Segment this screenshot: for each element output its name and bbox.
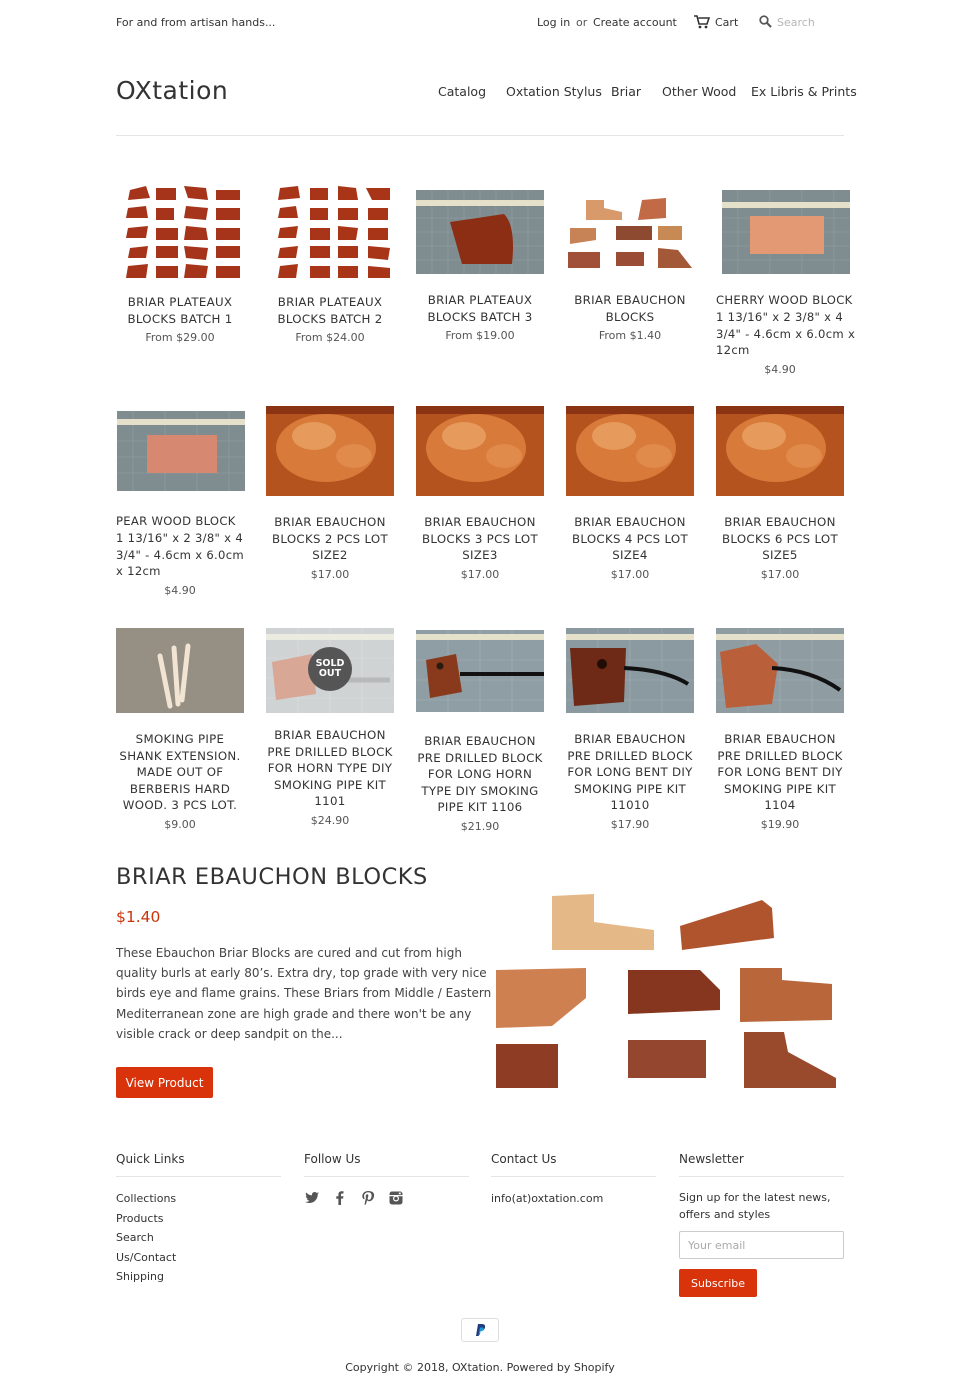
product-image[interactable] [416,406,544,496]
product-price: $21.90 [460,819,500,833]
product-name[interactable]: BRIAR EBAUCHON PRE DRILLED BLOCK FOR LONG BENT DIY SMOKING PIPE KIT 11010 [567,732,693,812]
footer-link-shipping[interactable]: Shipping [116,1270,164,1283]
product-price: $4.90 [164,584,196,598]
product-price: From $1.40 [598,329,662,342]
footer-heading: Quick Links [116,1152,281,1177]
product-price: $24.90 [310,813,350,827]
product-name[interactable]: BRIAR EBAUCHON BLOCKS 2 PCS LOT SIZE2 [271,515,389,562]
contact-email: info(at)oxtation.com [491,1192,604,1205]
cart-link[interactable]: Cart [715,16,739,29]
product-image[interactable] [266,184,394,280]
nav-briar[interactable]: Briar [611,84,641,99]
product-card[interactable] [716,406,844,581]
tagline: For and from artisan hands... [116,16,276,29]
pinterest-icon[interactable] [360,1190,376,1206]
product-card[interactable] [566,196,694,342]
header-divider [116,135,844,136]
product-price: From $29.00 [145,331,215,344]
product-image[interactable] [116,628,244,713]
product-name[interactable]: CHERRY WOOD BLOCK 1 13/16" x 2 3/8" x 4 3/4" - 4.6cm x 6.0cm x 12cm [716,293,856,358]
nav-catalog[interactable]: Catalog [438,84,487,99]
site-logo[interactable]: OXtation [116,76,229,105]
product-name[interactable]: BRIAR PLATEAUX BLOCKS BATCH 2 [277,295,383,326]
featured-description: These Ebauchon Briar Blocks are cured and cut from high quality burls at early 80’s. Extra dry, top grade with very nice birds eye and flame grains. These Briars from Middle / Eastern Mediterranean zone are high grade and there won't be any visible crack or deep sandpit on the... [116,946,492,1041]
product-card[interactable] [116,184,244,344]
product-price: $4.90 [764,363,796,377]
footer-heading: Follow Us [304,1152,469,1177]
product-name[interactable]: BRIAR EBAUCHON PRE DRILLED BLOCK FOR LONG BENT DIY SMOKING PIPE KIT 1104 [717,732,843,812]
product-image[interactable] [116,184,244,280]
product-image[interactable] [722,190,850,274]
search-icon[interactable] [759,15,772,28]
product-name[interactable]: BRIAR EBAUCHON BLOCKS 3 PCS LOT SIZE3 [421,515,539,562]
product-image[interactable] [566,628,694,713]
product-name[interactable]: SMOKING PIPE SHANK EXTENSION. MADE OUT OF BERBERIS HARD WOOD. 3 PCS LOT. [119,732,241,812]
copyright: Copyright © 2018, OXtation. Powered by Shopify [345,1361,615,1374]
search-input[interactable] [777,13,847,31]
product-price: $17.00 [610,567,650,581]
nav-oxtation-stylus[interactable]: Oxtation Stylus [506,84,602,99]
product-price: From $19.00 [445,329,515,342]
footer-link-collections[interactable]: Collections [116,1192,177,1205]
product-name[interactable]: BRIAR PLATEAUX BLOCKS BATCH 3 [427,293,533,324]
nav-ex-libris-prints[interactable]: Ex Libris & Prints [751,84,857,99]
top-bar [116,16,844,32]
footer-follow-us [304,1152,469,1206]
product-image[interactable] [117,411,245,491]
view-product-button[interactable]: View Product [116,1067,213,1098]
paypal-icon [461,1318,499,1342]
twitter-icon[interactable] [304,1190,320,1206]
product-card[interactable] [566,406,694,581]
login-link[interactable]: Log in [537,16,571,29]
product-image[interactable] [416,630,544,712]
footer-newsletter [679,1152,844,1297]
product-name[interactable]: BRIAR EBAUCHON BLOCKS 6 PCS LOT SIZE5 [721,515,839,562]
product-price: $17.90 [610,817,650,831]
footer-heading: Contact Us [491,1152,656,1177]
featured-image[interactable] [492,856,844,1104]
or-text: or [576,16,588,29]
product-image[interactable] [566,196,694,272]
product-card[interactable] [716,628,844,831]
subscribe-button[interactable]: Subscribe [679,1269,757,1297]
newsletter-email-input[interactable] [679,1231,844,1259]
product-card[interactable] [566,628,694,831]
footer-quick-links [116,1152,281,1287]
product-name[interactable]: BRIAR EBAUCHON PRE DRILLED BLOCK FOR HORN TYPE DIY SMOKING PIPE KIT 1101 [267,728,393,808]
product-name[interactable]: BRIAR EBAUCHON BLOCKS 4 PCS LOT SIZE4 [571,515,689,562]
product-name[interactable]: PEAR WOOD BLOCK 1 13/16" x 2 3/8" x 4 3/4" - 4.6cm x 6.0cm x 12cm [116,514,244,579]
footer-link-products[interactable]: Products [116,1211,164,1225]
product-name[interactable]: BRIAR PLATEAUX BLOCKS BATCH 1 [127,295,233,326]
product-card[interactable] [266,628,394,827]
newsletter-text: Sign up for the latest news, offers and styles [679,1191,831,1221]
instagram-icon[interactable] [388,1190,404,1206]
product-price: $9.00 [164,817,196,831]
product-card[interactable] [416,406,544,581]
create-account-link[interactable]: Create account [593,16,677,29]
product-image[interactable] [716,628,844,713]
featured-price: $1.40 [116,908,161,926]
featured-title[interactable]: BRIAR EBAUCHON BLOCKS [116,864,428,890]
product-price: $19.90 [760,817,800,831]
product-image[interactable] [266,628,394,713]
product-price: $17.00 [460,567,500,581]
product-price: $17.00 [310,567,350,581]
cart-icon[interactable] [694,15,710,29]
product-image[interactable] [266,406,394,496]
product-card[interactable] [116,411,246,597]
product-card[interactable] [416,190,544,342]
nav-other-wood[interactable]: Other Wood [662,84,737,99]
sold-out-badge: SOLD OUT [308,647,352,691]
product-card[interactable] [116,628,244,831]
footer-heading: Newsletter [679,1152,844,1177]
product-card[interactable] [716,190,856,376]
facebook-icon[interactable] [332,1190,348,1206]
product-price: $17.00 [760,567,800,581]
product-card[interactable] [266,184,394,344]
product-image[interactable] [566,406,694,496]
product-card[interactable] [416,630,544,833]
product-image[interactable] [416,190,544,274]
footer-contact-us [491,1152,656,1209]
footer-link-contact[interactable]: Us/Contact [116,1250,177,1264]
product-card[interactable] [266,406,394,581]
product-name[interactable]: BRIAR EBAUCHON BLOCKS [574,293,686,324]
product-name[interactable]: BRIAR EBAUCHON PRE DRILLED BLOCK FOR LONG HORN TYPE DIY SMOKING PIPE KIT 1106 [417,734,543,814]
footer-link-search[interactable]: Search [116,1231,154,1244]
product-image[interactable] [716,406,844,496]
product-price: From $24.00 [295,331,365,344]
